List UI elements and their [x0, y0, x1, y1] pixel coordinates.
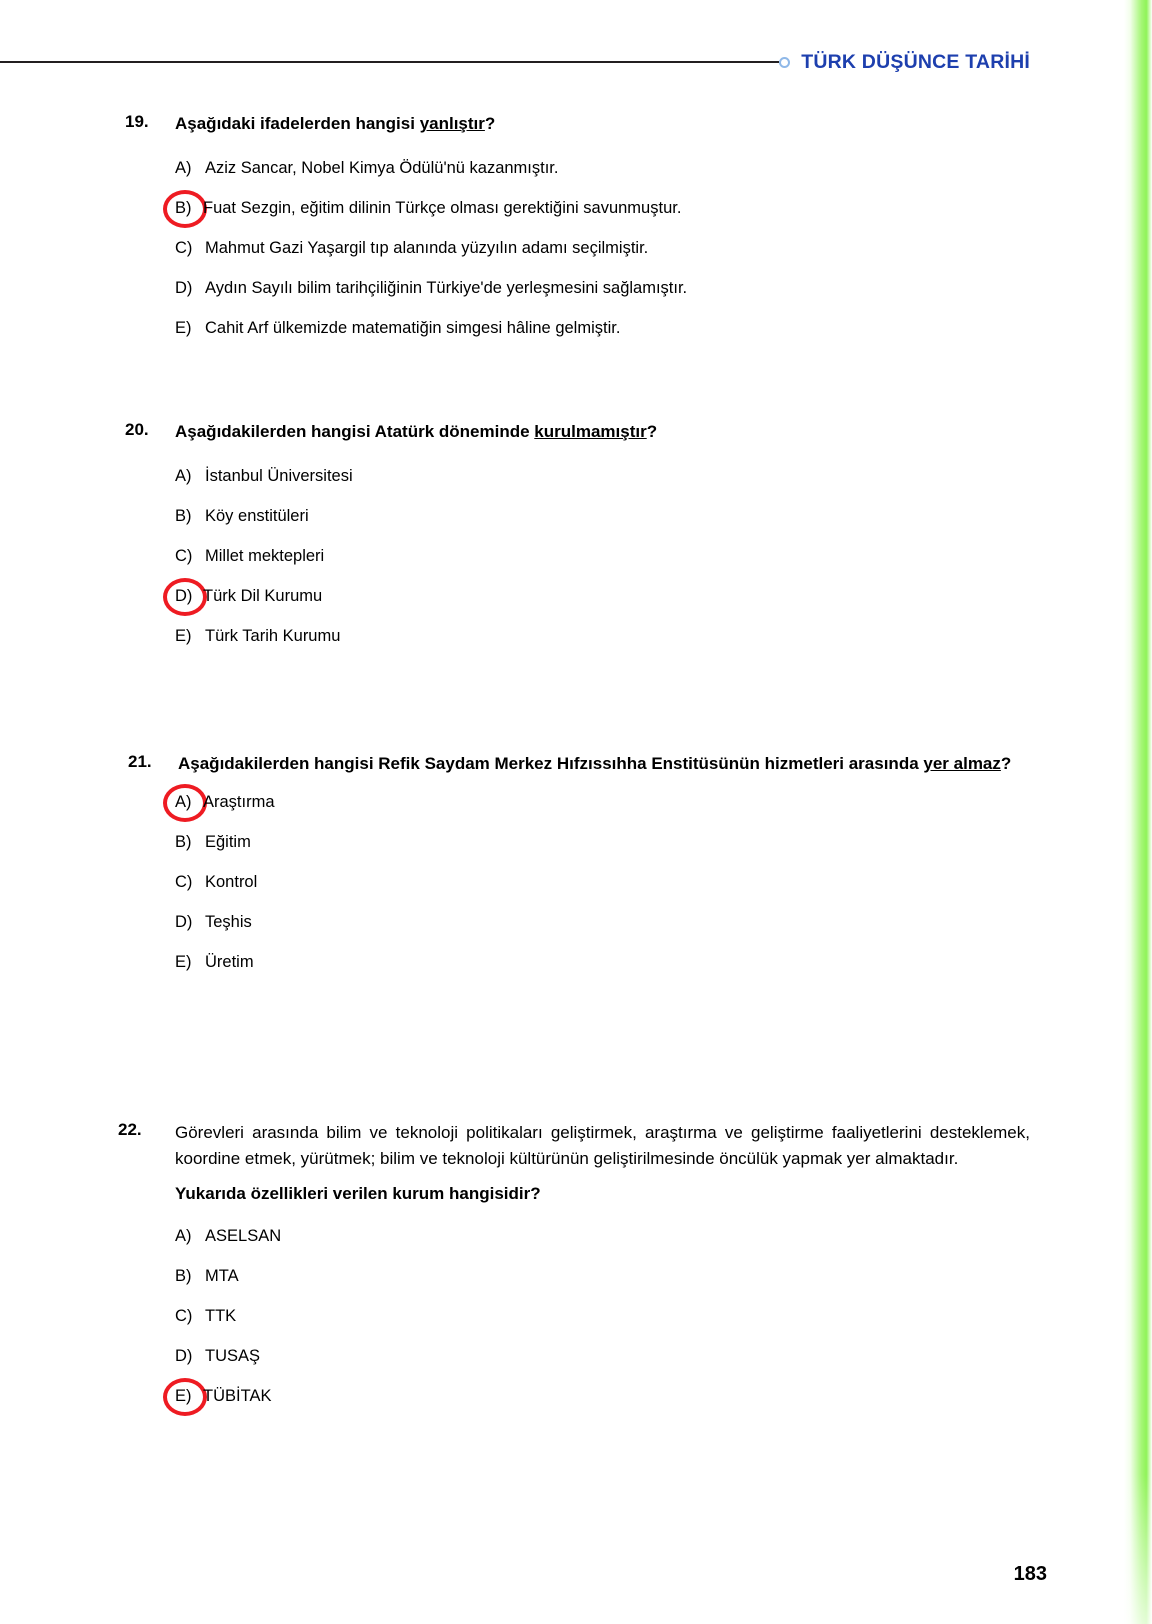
option-19-c-letter: C)	[175, 239, 193, 258]
option-21-e[interactable]	[175, 942, 1030, 982]
option-22-a-letter: A)	[175, 1226, 192, 1245]
option-20-c-text: Millet mektepleri	[205, 547, 325, 566]
question-22-body: Görevleri arasında bilim ve teknoloji politikaları geliştirmek, araştırma ve geliştirme faaliyetlerini desteklemek, koordine etmek, yürütmek; bilim ve teknoloji kültürünün geliştirilmesinde öncülük yapmak yer almaktadır.	[175, 1123, 1030, 1168]
header-rule	[0, 61, 779, 63]
option-22-e[interactable]	[175, 1376, 1030, 1416]
question-19	[125, 112, 1030, 348]
option-20-a-letter: A)	[175, 467, 192, 486]
option-21-d-letter: D)	[175, 913, 193, 932]
option-22-e-text: TÜBİTAK	[203, 1386, 272, 1405]
option-22-d-letter: D)	[175, 1346, 193, 1365]
page-title: TÜRK DÜŞÜNCE TARİHİ	[801, 50, 1030, 73]
option-21-a-text: Araştırma	[203, 793, 275, 812]
option-21-c[interactable]	[175, 862, 1030, 902]
option-21-d-text: Teşhis	[205, 913, 252, 932]
question-19-stem	[175, 112, 1030, 136]
option-22-b-letter: B)	[175, 1266, 192, 1285]
option-19-a-text: Aziz Sancar, Nobel Kimya Ödülü'nü kazanmıştır.	[205, 159, 559, 178]
option-19-a-letter: A)	[175, 159, 192, 178]
question-22-number: 22.	[118, 1120, 142, 1139]
option-19-c-text: Mahmut Gazi Yaşargil tıp alanında yüzyılın adamı seçilmiştir.	[205, 239, 649, 258]
question-19-stem-underlined: yanlıştır	[419, 114, 485, 133]
option-20-e-letter: E)	[175, 627, 192, 646]
option-19-c[interactable]	[175, 228, 1030, 268]
question-20-heading	[125, 420, 1030, 444]
question-22-sub-stem: Yukarıda özellikleri verilen kurum hangisidir?	[175, 1183, 541, 1203]
question-20-stem-prefix: Aşağıdakilerden hangisi Atatürk döneminde	[175, 422, 535, 441]
question-20-options	[175, 456, 1030, 656]
option-20-b-letter: B)	[175, 507, 192, 526]
option-19-e-text: Cahit Arf ülkemizde matematiğin simgesi hâline gelmiştir.	[205, 319, 621, 338]
question-19-stem-suffix: ?	[484, 114, 496, 133]
option-20-b-text: Köy enstitüleri	[205, 507, 309, 526]
option-19-b-text: Fuat Sezgin, eğitim dilinin Türkçe olması gerektiğini savunmuştur.	[203, 199, 682, 218]
option-21-e-text: Üretim	[205, 953, 254, 972]
question-19-options	[175, 148, 1030, 348]
option-20-e-text: Türk Tarih Kurumu	[205, 627, 341, 646]
option-22-a[interactable]	[175, 1216, 1030, 1256]
option-20-b[interactable]	[175, 496, 1030, 536]
question-20-stem-underlined: kurulmamıştır	[534, 422, 647, 441]
option-19-d-text: Aydın Sayılı bilim tarihçiliğinin Türkiye'de yerleşmesini sağlamıştır.	[205, 279, 688, 298]
option-19-b-letter: B)	[175, 199, 192, 218]
option-20-c[interactable]	[175, 536, 1030, 576]
option-21-d[interactable]	[175, 902, 1030, 942]
option-22-c-letter: C)	[175, 1306, 193, 1325]
question-21-options	[175, 782, 1030, 982]
option-21-b[interactable]	[175, 822, 1030, 862]
option-19-b[interactable]	[175, 188, 1030, 228]
question-21-stem	[178, 752, 1030, 776]
option-22-c[interactable]	[175, 1296, 1030, 1336]
circle-bullet-icon	[779, 57, 790, 68]
question-20-number: 20.	[125, 420, 149, 439]
option-21-b-text: Eğitim	[205, 833, 251, 852]
question-19-stem-prefix: Aşağıdaki ifadelerden hangisi	[175, 114, 420, 133]
question-19-number: 19.	[125, 112, 149, 131]
option-21-b-letter: B)	[175, 833, 192, 852]
option-21-e-letter: E)	[175, 953, 192, 972]
option-19-e-letter: E)	[175, 319, 192, 338]
question-21-number: 21.	[128, 752, 152, 771]
question-22	[118, 1120, 1030, 1416]
option-19-d-letter: D)	[175, 279, 193, 298]
option-20-a-text: İstanbul Üniversitesi	[205, 467, 353, 486]
option-20-a[interactable]	[175, 456, 1030, 496]
option-22-b[interactable]	[175, 1256, 1030, 1296]
question-21	[128, 752, 1030, 982]
question-21-heading	[128, 752, 1030, 776]
question-21-stem-suffix: ?	[1000, 754, 1012, 773]
option-20-d-text: Türk Dil Kurumu	[203, 587, 323, 606]
question-21-stem-underlined: yer almaz	[923, 754, 1001, 773]
option-22-d-text: TUSAŞ	[205, 1346, 261, 1365]
option-20-c-letter: C)	[175, 547, 193, 566]
question-22-heading	[118, 1120, 1030, 1172]
option-21-a[interactable]	[175, 782, 1030, 822]
option-20-d[interactable]	[175, 576, 1030, 616]
page-header	[0, 45, 1030, 79]
option-22-e-letter: E)	[175, 1386, 192, 1405]
option-22-a-text: ASELSAN	[205, 1226, 282, 1245]
option-20-d-letter: D)	[175, 587, 193, 606]
option-21-a-letter: A)	[175, 793, 192, 812]
question-19-heading	[125, 112, 1030, 136]
option-21-c-text: Kontrol	[205, 873, 258, 892]
option-22-d[interactable]	[175, 1336, 1030, 1376]
option-20-e[interactable]	[175, 616, 1030, 656]
question-20-stem	[175, 420, 1030, 444]
question-21-stem-prefix: Aşağıdakilerden hangisi Refik Saydam Merkez Hıfzıssıhha Enstitüsünün hizmetleri arasında	[178, 754, 924, 773]
option-19-e[interactable]	[175, 308, 1030, 348]
question-20-stem-suffix: ?	[646, 422, 658, 441]
option-22-b-text: MTA	[205, 1266, 239, 1285]
option-22-c-text: TTK	[205, 1306, 237, 1325]
page-number: 183	[1013, 1563, 1047, 1585]
option-21-c-letter: C)	[175, 873, 193, 892]
question-22-options	[175, 1216, 1030, 1416]
page-edge-decoration	[1124, 0, 1152, 1624]
option-19-a[interactable]	[175, 148, 1030, 188]
question-20	[125, 420, 1030, 656]
option-19-d[interactable]	[175, 268, 1030, 308]
